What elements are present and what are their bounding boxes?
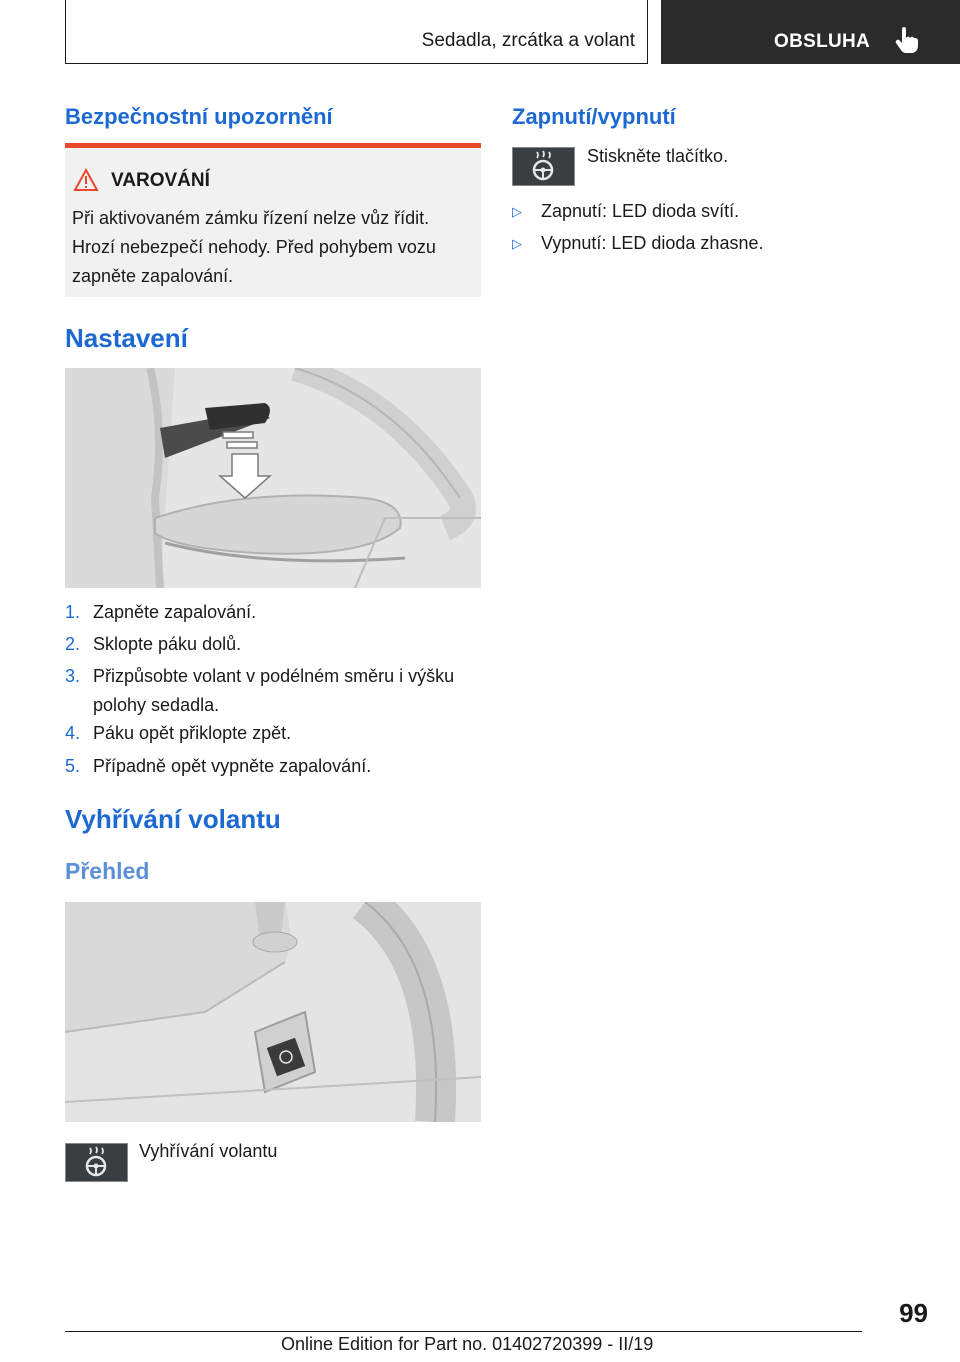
header-section-box	[65, 0, 648, 64]
footer-edition: Online Edition for Part no. 01402720399 - II/19	[281, 1334, 654, 1354]
chapter-tab-label: OBSLUHA	[774, 31, 871, 52]
warning-triangle-icon	[73, 168, 99, 192]
footer-divider	[65, 1331, 862, 1332]
press-button-text: Stiskněte tlačítko.	[587, 146, 729, 166]
step-text: Přizpůsobte volant v podélném směru i výšku polohy sedadla.	[93, 666, 455, 715]
step-text: Sklopte páku dolů.	[93, 634, 242, 654]
step-number: 1.	[65, 602, 81, 622]
header-section-title: Sedadla, zrcátka a volant	[421, 30, 635, 51]
step-number: 4.	[65, 723, 81, 743]
header-chapter-tab[interactable]	[661, 0, 960, 64]
adjust-heading: Nastavení	[65, 323, 188, 353]
step-number: 5.	[65, 756, 81, 776]
heated-steering-wheel-icon	[513, 148, 574, 185]
overview-heading: Přehled	[65, 858, 150, 884]
safety-heading: Bezpečnostní upozornění	[65, 104, 333, 129]
button-caption: Vyhřívání volantu	[139, 1141, 278, 1161]
warning-text: Při aktivovaném zámku řízení nelze vůz řídit. Hrozí nebezpečí nehody. Před pohybem vozu zapněte zapalování.	[72, 208, 436, 286]
heating-heading: Vyhřívání volantu	[65, 804, 281, 834]
steering-lever-illustration	[65, 368, 481, 588]
bullet-on: Zapnutí: LED dioda svítí.	[541, 201, 740, 221]
bullet-off: Vypnutí: LED dioda zhasne.	[541, 233, 764, 253]
step-number: 3.	[65, 666, 81, 686]
step-text: Zapněte zapalování.	[93, 602, 257, 622]
heated-steering-wheel-icon	[66, 1144, 127, 1181]
step-number: 2.	[65, 634, 81, 654]
step-text: Případně opět vypněte zapalování.	[93, 756, 372, 776]
onoff-heading: Zapnutí/vypnutí	[512, 104, 676, 129]
heated-wheel-button-illustration	[65, 902, 481, 1122]
bullet-triangle-icon: ▷	[512, 204, 522, 219]
pointing-hand-icon	[895, 26, 921, 54]
page-number: 99	[899, 1298, 928, 1328]
heated-wheel-button-image	[65, 1143, 128, 1182]
step-text: Páku opět přiklopte zpět.	[93, 723, 292, 743]
warning-box	[65, 148, 481, 297]
heated-wheel-button-image-small	[512, 147, 575, 186]
warning-label: VAROVÁNÍ	[111, 170, 210, 191]
bullet-triangle-icon: ▷	[512, 236, 522, 251]
